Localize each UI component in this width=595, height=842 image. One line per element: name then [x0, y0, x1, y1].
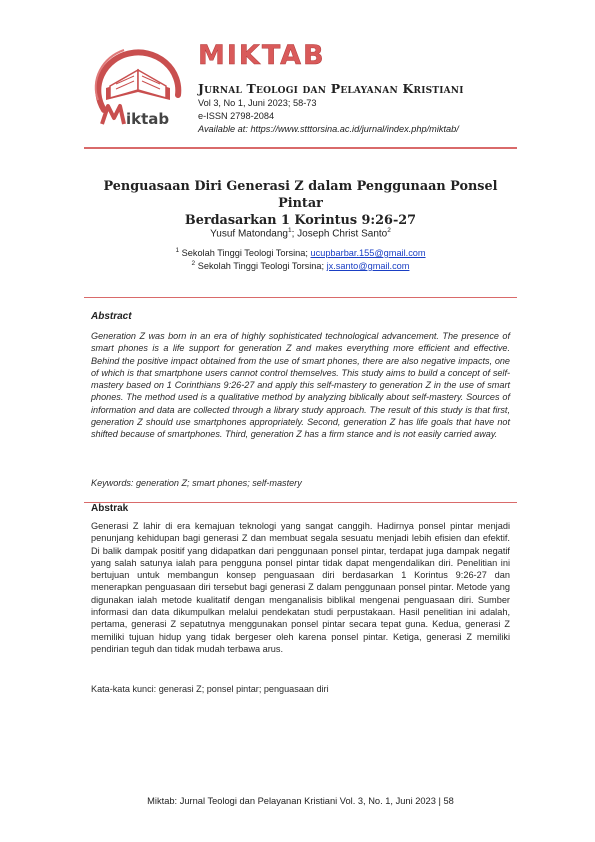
aff1-sup: 1	[175, 247, 180, 254]
author-separator: ;	[291, 228, 298, 240]
article-title	[84, 178, 517, 229]
authors-line	[84, 227, 517, 239]
open-book-logo-icon	[84, 40, 192, 130]
abstract-keywords: Keywords: generation Z; smart phones; self-mastery	[91, 478, 302, 488]
abstrak-heading: Abstrak	[91, 503, 129, 514]
aff1-email-link[interactable]: ucupbarbar.155@gmail.com	[310, 248, 426, 259]
aff2-email-link[interactable]: jx.santo@gmail.com	[326, 261, 410, 272]
author-2-sup: 2	[387, 227, 391, 234]
svg-text:iktab: iktab	[126, 110, 170, 128]
abstrak-keywords: Kata-kata kunci: generasi Z; ponsel pintar; penguasaan diri	[91, 684, 329, 694]
journal-logo	[84, 40, 192, 130]
availability-line: Available at: https://www.stttorsina.ac.id/jurnal/index.php/miktab/	[198, 124, 459, 134]
abstrak-text: Generasi Z lahir di era kemajuan teknologi yang sangat canggih. Hadirnya ponsel pintar menjadi penunjang kehidupan bagi generasi Z dan membuat segala sesuatu menjadi lebih efisien dan efektif. Di balik dampak positif yang didapatkan dari penggunaan ponsel pintar, terdapat juga dampak negatif yang salah satunya ialah para pengguna ponsel pintar tidak dapat mengendalikan diri. Penelitian ini bertujuan untuk membangun konsep penguasaan diri berdasarkan 1 Korintus 9:26-27 dan menerapkan penguasaan diri tersebut bagi generasi Z dalam penggunaan ponsel pintar. Metode yang digunakan ialah metode kualitatif dengan menganalisis biblikal mengenai penguasaan diri. Sumber informasi dan data dikumpulkan melalui pendekatan studi perpustakaan. Hasil penelitian ini adalah, pertama, generasi Z sepatutnya menggunakan ponsel pintar secara tepat guna. Kedua, generasi Z memiliki tujuan hidup yang tidak bergeser oleh karena ponsel pintar. Ketiga, generasi Z memiliki pendirian teguh dan tidak mudah terbawa arus.	[91, 521, 510, 654]
page-footer: Miktab: Jurnal Teologi dan Pelayanan Kristiani Vol. 3, No. 1, Juni 2023 | 58	[147, 796, 454, 806]
author-2: Joseph Christ Santo	[297, 228, 388, 240]
title-line-1: Penguasaan Diri Generasi Z dalam Penggunaan Ponsel Pintar	[103, 179, 498, 211]
journal-title: Jurnal Teologi dan Pelayanan Kristiani	[198, 81, 464, 96]
affiliation-1	[84, 247, 517, 258]
header-divider	[84, 147, 517, 149]
volume-line: Vol 3, No 1, Juni 2023; 58-73	[198, 98, 317, 108]
abstract-bottom-divider	[84, 502, 517, 503]
aff2-text: Sekolah Tinggi Teologi Torsina;	[195, 261, 327, 272]
author-1-sup: 1	[287, 227, 292, 234]
aff2-sup: 2	[191, 260, 196, 267]
affiliation-2	[84, 260, 517, 271]
journal-brand: MIKTAB	[198, 40, 326, 71]
abstract-text: Generation Z was born in an era of highly sophisticated technological advancement. The presence of smart phones is a life support for generation Z and makes everything more efficient and effective. Behind the positive impact obtained from the use of smart phones, there are also negative impacts, one of which is that smartphone users cannot control themselves. This study aims to build a concept of self-mastery based on 1 Corinthians 9:26-27 and apply this self-mastery to generation Z in the use of smart phones. The method used is a qualitative method by analyzing biblically about self-mastery. Sources of information and data are collected through a library study approach. The result of this study is that first, generation Z should use smartphones appropriately. Second, generation Z has life goals that have not shifted because of smartphones. Third, generation Z has a firm stance and is not easily carried away.	[91, 331, 510, 440]
aff1-text: Sekolah Tinggi Teologi Torsina;	[179, 248, 311, 259]
abstract-top-divider	[84, 297, 517, 298]
issn-line: e-ISSN 2798-2084	[198, 111, 275, 121]
abstract-heading: Abstract	[91, 311, 132, 322]
author-1: Yusuf Matondang	[210, 228, 288, 240]
title-line-2: Berdasarkan 1 Korintus 9:26-27	[184, 213, 417, 228]
